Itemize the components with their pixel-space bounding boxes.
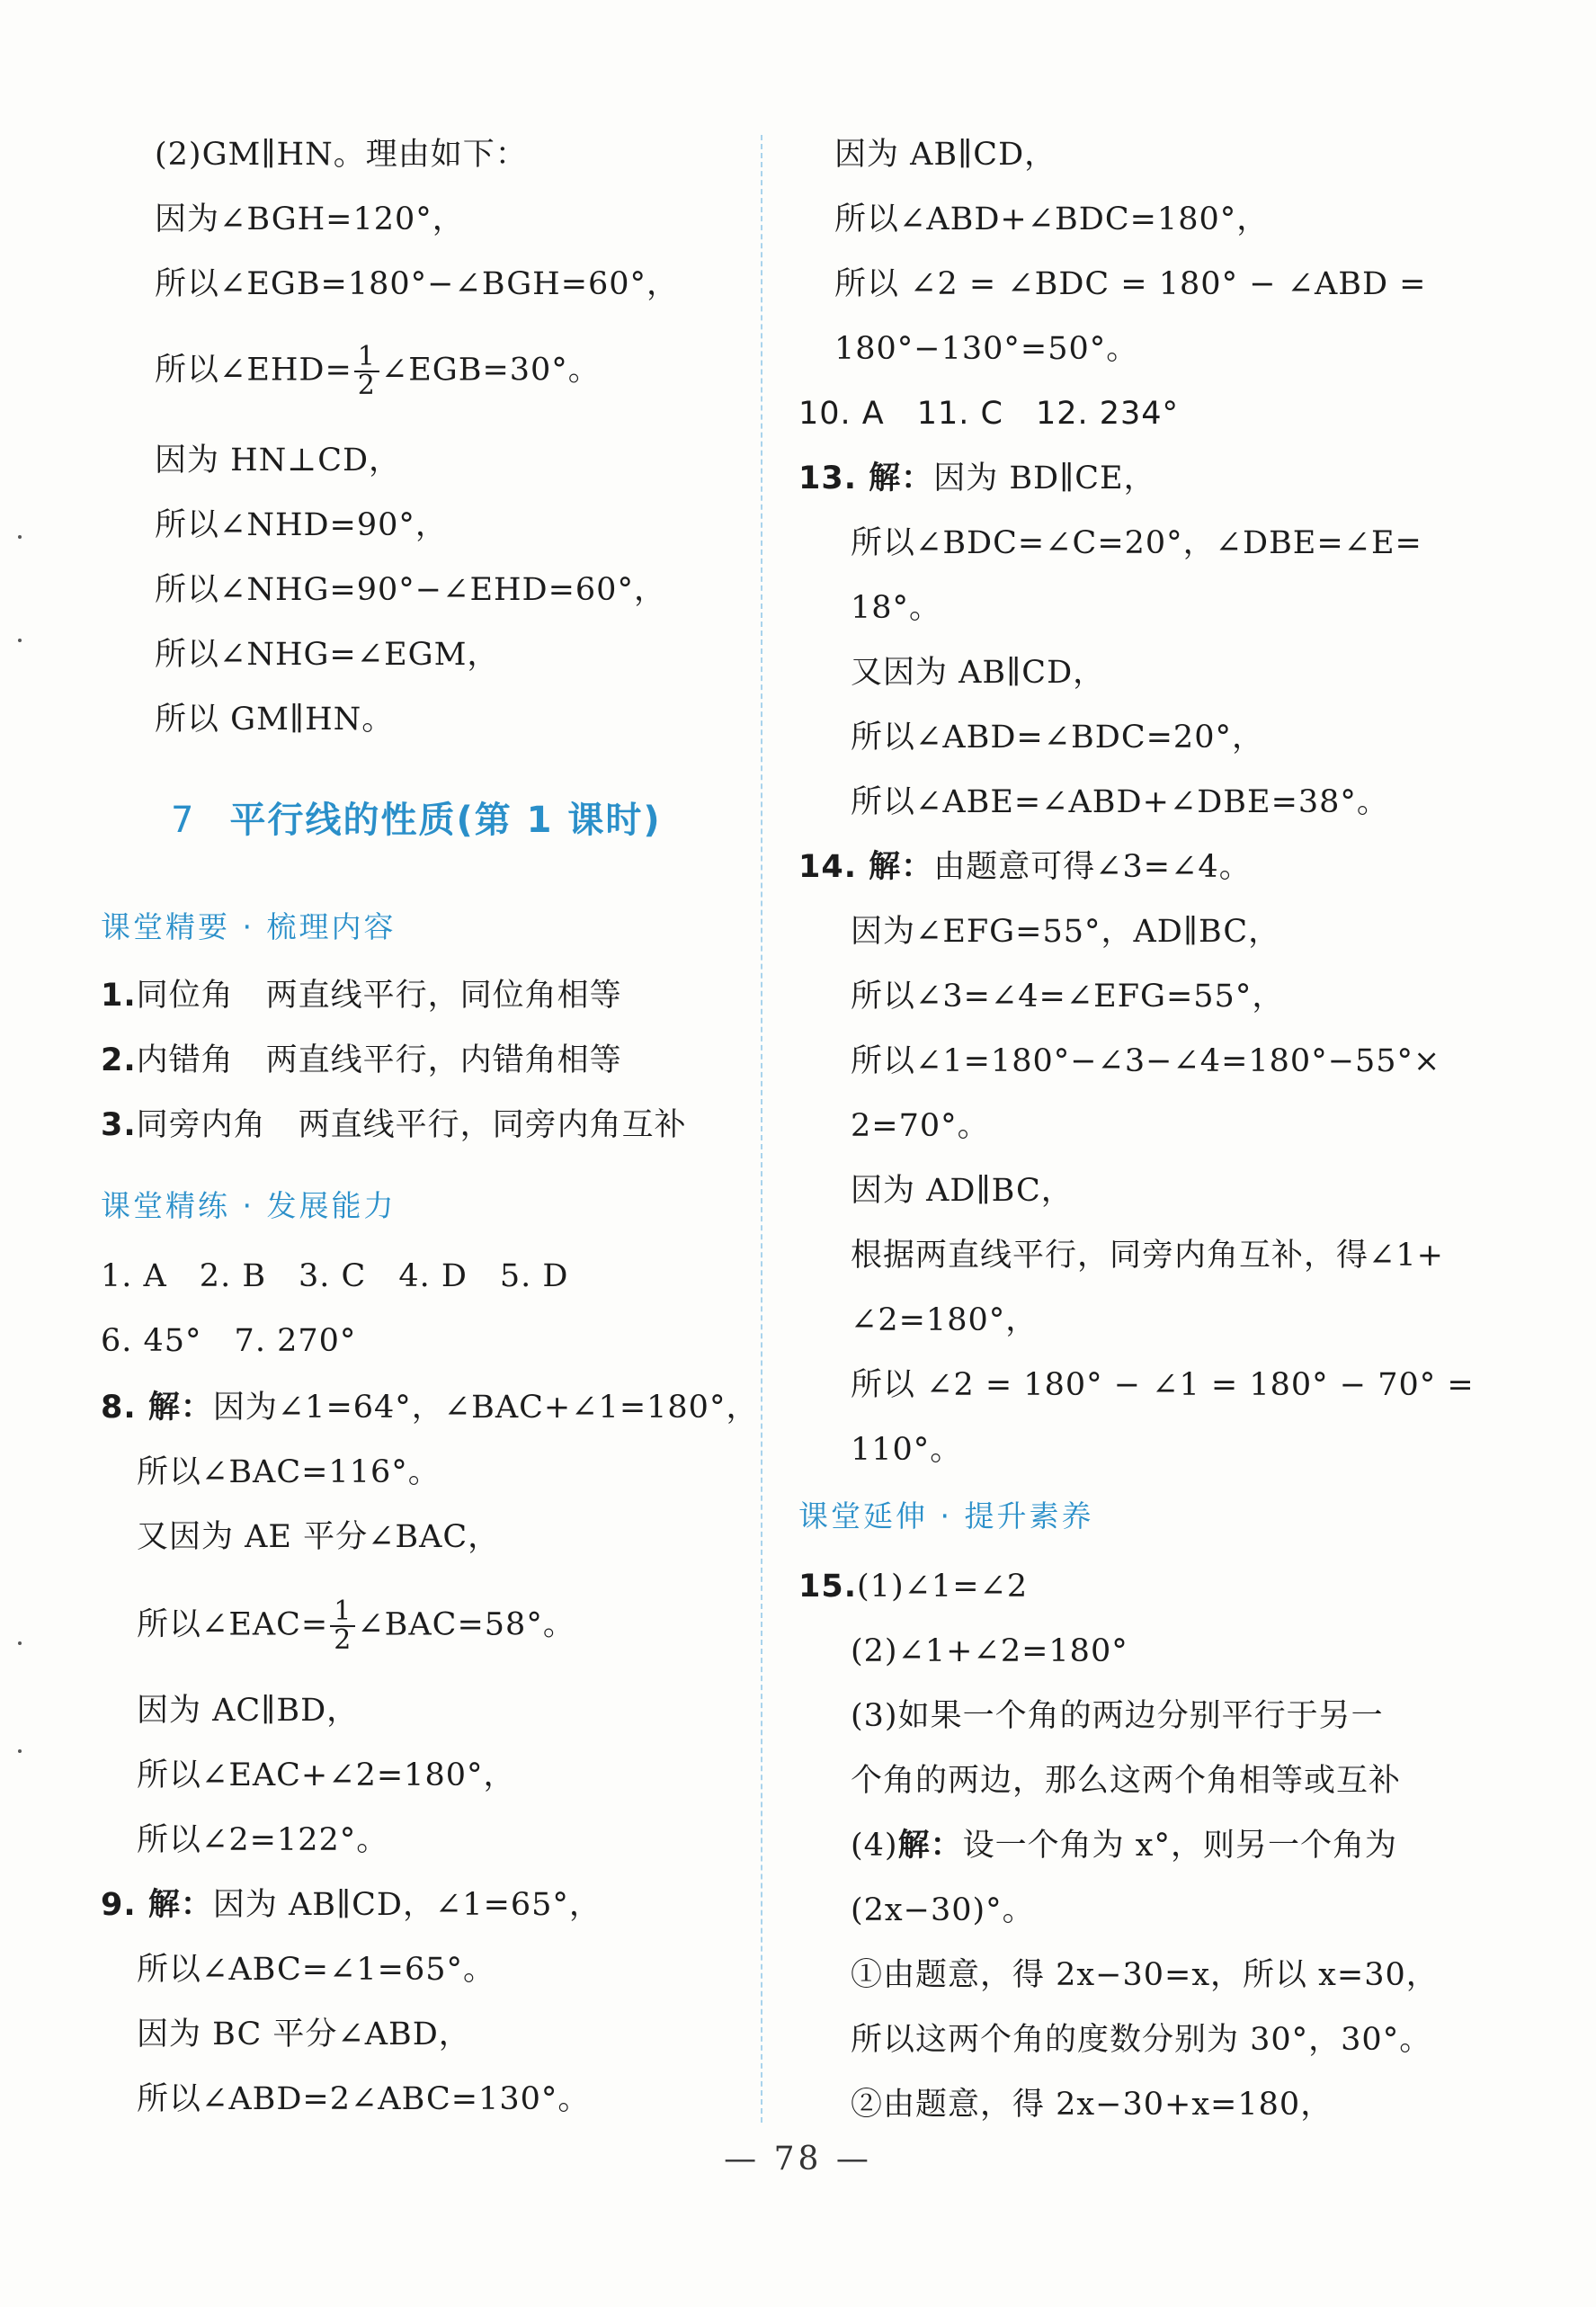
item-number: 1. (101, 978, 137, 1014)
text-line: 所以∠2=122°。 (137, 1822, 389, 1858)
text-line: 所以∠ABE=∠ABD+∠DBE=38°。 (851, 784, 1389, 820)
question-number: 15. (798, 1569, 858, 1605)
text-line: 所以∠1=180°−∠3−∠4=180°−55°× (851, 1043, 1441, 1079)
text-line: ②由题意，得 2x−30+x=180， (851, 2087, 1333, 2123)
text-line: 因为 HN⊥CD， (155, 443, 402, 478)
text: 设一个角为 x°，则另一个角为 (962, 1828, 1397, 1864)
question-number: 9. 解： (101, 1887, 213, 1923)
text-line: 所以 ∠2 = 180° − ∠1 = 180° − 70° = (851, 1367, 1475, 1403)
section-title (171, 791, 662, 843)
subheading: 课堂精练 · 发展能力 (101, 1188, 397, 1223)
text: ∠BAC=58°。 (357, 1606, 575, 1643)
text: 因为 BD∥CE， (933, 461, 1156, 496)
text-line: 所以∠EGB=180°−∠BGH=60°， (155, 266, 680, 302)
text-line: 所以∠3=∠4=∠EFG=55°， (851, 979, 1285, 1015)
text-line: 所以∠BDC=∠C=20°，∠DBE=∠E= (851, 525, 1422, 561)
text-line: (2)GM∥HN。理由如下： (155, 137, 528, 173)
text-line: 所以 ∠2 = ∠BDC = 180° − ∠ABD = (834, 266, 1427, 302)
text: 因为∠1=64°，∠BAC+∠1=180°， (212, 1390, 759, 1426)
margin-mark (18, 1641, 22, 1645)
list-item (101, 1041, 622, 1080)
text-line (851, 1826, 1397, 1865)
margin-mark (18, 535, 22, 539)
item-text: 同位角 两直线平行，同位角相等 (136, 978, 622, 1014)
text-line: 所以 GM∥HN。 (155, 702, 395, 738)
answer-line: 6. 45° 7. 270° (101, 1323, 357, 1359)
text-line: 2=70°。 (851, 1108, 990, 1144)
item-text: 同旁内角 两直线平行，同旁内角互补 (136, 1107, 687, 1143)
text-line: 个角的两边，那么这两个角相等或互补 (851, 1763, 1402, 1799)
text-line: 又因为 AE 平分∠BAC， (137, 1519, 501, 1555)
text-line: 所以∠EAC+∠2=180°， (137, 1757, 516, 1793)
fraction-denominator: 2 (357, 370, 376, 401)
page-number: — 78 — (724, 2141, 872, 2177)
text-line: 所以∠BAC=116°。 (137, 1454, 441, 1490)
answer-line: 10. A 11. C 12. 234° (798, 396, 1180, 432)
text: 所以∠EHD= (155, 352, 352, 389)
answer-line: 1. A 2. B 3. C 4. D 5. D (101, 1258, 569, 1294)
text-line: (3)如果一个角的两边分别平行于另一 (851, 1698, 1384, 1734)
text-line: 又因为 AB∥CD， (851, 655, 1106, 691)
text-line: 所以∠NHG=90°−∠EHD=60°， (155, 572, 666, 608)
text-line: 因为 BC 平分∠ABD， (137, 2016, 471, 2052)
fraction-numerator: 1 (354, 344, 379, 372)
text-line: 110°。 (851, 1432, 963, 1468)
question-line (798, 847, 1252, 887)
text-line: 所以∠ABD=2∠ABC=130°。 (137, 2081, 591, 2117)
question-line (101, 1388, 758, 1427)
question-number: 13. 解： (798, 461, 934, 496)
text-line: ∠2=180°， (851, 1302, 1039, 1338)
question-line (798, 1567, 1028, 1606)
text-line: 根据两直线平行，同旁内角互补，得∠1+ (851, 1238, 1444, 1274)
fraction-numerator: 1 (330, 1598, 355, 1627)
subheading: 课堂延伸 · 提升素养 (798, 1498, 1094, 1534)
solution-label: 解： (897, 1827, 963, 1864)
text-line: 因为∠EFG=55°，AD∥BC， (851, 914, 1281, 950)
text-line: 因为 AB∥CD， (834, 137, 1057, 173)
question-line (101, 1885, 602, 1925)
item-text: 内错角 两直线平行，内错角相等 (136, 1042, 622, 1078)
question-line (798, 459, 1156, 498)
text-line: 因为 AD∥BC， (851, 1173, 1074, 1209)
question-number: 8. 解： (101, 1390, 213, 1426)
text-line-fraction (137, 1598, 575, 1654)
fraction (354, 341, 379, 401)
list-item (101, 1105, 687, 1145)
item-number: 2. (101, 1042, 137, 1078)
question-number: 14. 解： (798, 849, 934, 885)
text-line: 18°。 (851, 590, 942, 626)
fraction (330, 1598, 355, 1654)
text-line: 180°−130°=50°。 (834, 331, 1139, 367)
text-line: 因为 AC∥BD， (137, 1693, 360, 1729)
item-number: 3. (101, 1107, 137, 1143)
list-item (101, 976, 622, 1015)
text-line: 所以这两个角的度数分别为 30°，30°。 (851, 2022, 1432, 2058)
text-line: 所以∠NHG=∠EGM， (155, 637, 500, 673)
section-number: 7 (171, 800, 196, 841)
text: (4) (851, 1828, 898, 1864)
margin-mark (18, 639, 22, 642)
text-line: 所以∠ABC=∠1=65°。 (137, 1952, 496, 1988)
text-line-fraction (155, 341, 601, 401)
text: ∠EGB=30°。 (380, 352, 601, 389)
text: 由题意可得∠3=∠4。 (933, 849, 1252, 885)
text-line: ①由题意，得 2x−30=x，所以 x=30， (851, 1957, 1439, 1993)
column-divider (761, 135, 762, 2123)
text-line: 所以∠ABD+∠BDC=180°， (834, 201, 1270, 237)
margin-mark (18, 1749, 22, 1753)
text-line: 所以∠ABD=∠BDC=20°， (851, 720, 1264, 756)
fraction-denominator: 2 (334, 1624, 352, 1656)
text: 因为 AB∥CD，∠1=65°， (212, 1887, 602, 1923)
text-line: (2)∠1+∠2=180° (851, 1633, 1128, 1669)
text-line: 因为∠BGH=120°， (155, 201, 465, 237)
subheading: 课堂精要 · 梳理内容 (101, 909, 397, 944)
text: 所以∠EAC= (137, 1606, 329, 1643)
text-line: (2x−30)°。 (851, 1892, 1035, 1928)
text-line: 所以∠NHD=90°， (155, 507, 448, 543)
text: (1)∠1=∠2 (857, 1569, 1029, 1605)
section-title-text: 平行线的性质(第 1 课时) (229, 800, 662, 841)
